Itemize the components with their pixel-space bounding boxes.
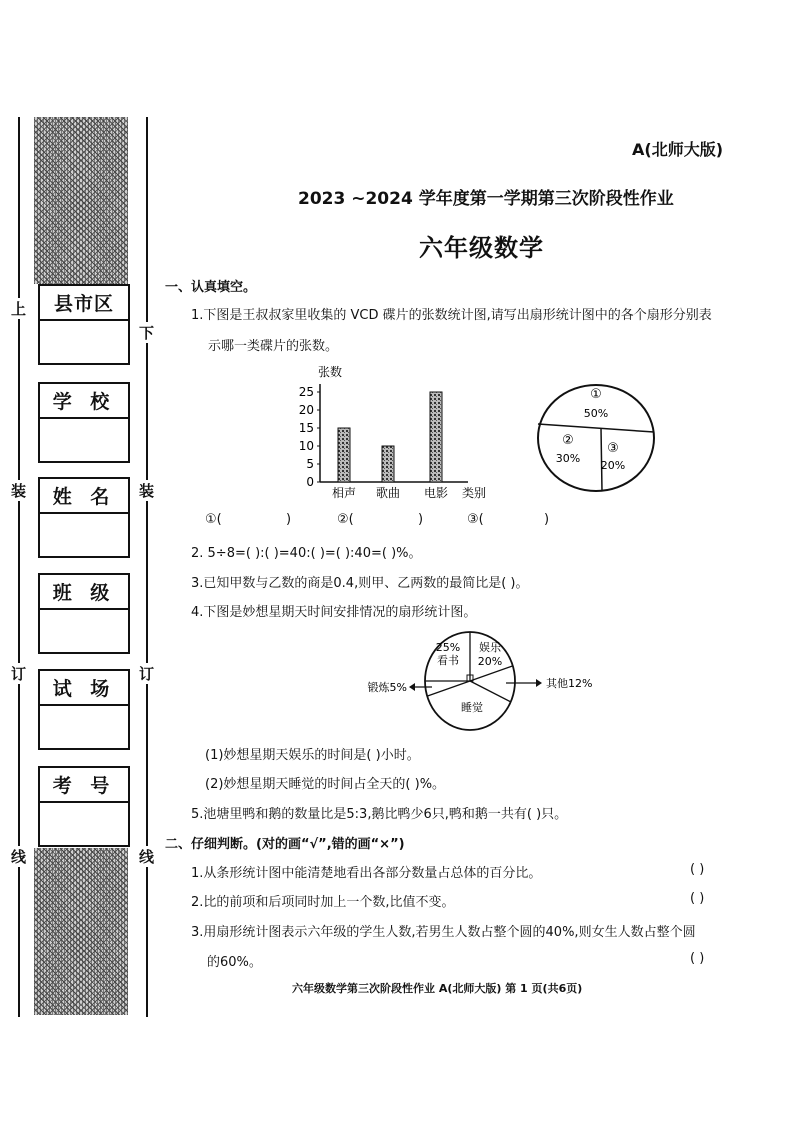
bar-chart-y-tick-label: 15 [298, 421, 314, 435]
section2-heading: 二、仔细判断。(对的画“√”,错的画“×”) [165, 837, 405, 852]
pie1-slice-label-3: ③ [607, 441, 619, 456]
side-char-top-right: 下 [139, 324, 155, 342]
q1-answer-2-open: ②( [337, 512, 354, 527]
q4-sub1: (1)妙想星期天娱乐的时间是( )小时。 [205, 748, 420, 763]
edition-label: A(北师大版) [632, 140, 724, 159]
judge-item-3: 3.用扇形统计图表示六年级的学生人数,若男生人数占整个圆的40%,则女生人数占整个圆 [191, 925, 696, 940]
field-exam-number[interactable] [38, 766, 130, 847]
bar-1 [338, 428, 350, 482]
pie1-slice-percent-1: 50% [583, 407, 609, 420]
field-county-label: 县市区 [40, 286, 128, 321]
pie2-label-reading: 看书 [437, 654, 459, 667]
judge-answer-1[interactable]: ( ) [690, 862, 705, 877]
q1-answer-2-blank[interactable] [357, 512, 413, 530]
field-county[interactable] [38, 284, 130, 365]
page-footer: 六年级数学第三次阶段性作业 A(北师大版) 第 1 页(共6页) [292, 982, 583, 995]
pie2-label-sleep: 睡觉 [461, 701, 483, 714]
pie1-slice-percent-3: 20% [600, 459, 626, 472]
q1-text-line1: 1.下图是王叔叔家里收集的 VCD 碟片的张数统计图,请写出扇形统计图中的各个扇形分别表 [191, 308, 712, 323]
margin-pattern-bottom [34, 848, 128, 1015]
bar-chart-ylabel: 张数 [318, 365, 343, 379]
field-name[interactable] [38, 477, 130, 558]
pie2-arrow-exercise-head [409, 683, 415, 691]
bar-chart-y-tick-label: 10 [298, 439, 314, 453]
side-char-xian-right: 线 [139, 848, 155, 866]
bar-chart [290, 362, 500, 502]
pie1-slice-label-1: ① [590, 387, 602, 402]
pie2-label-exercise: 锻炼5% [367, 681, 407, 694]
pie-chart-vcd [533, 382, 659, 494]
field-class[interactable] [38, 573, 130, 654]
pie2-label-entertainment: 娱乐 [479, 641, 501, 654]
field-school[interactable] [38, 382, 130, 463]
q1-answer-1-close: ) [286, 512, 292, 527]
q1-answer-1-blank[interactable] [225, 512, 281, 530]
pie1-slice-percent-2: 30% [555, 452, 581, 465]
pie-chart-time [360, 630, 600, 745]
field-school-label: 学 校 [40, 384, 128, 419]
q1-answer-3-close: ) [544, 512, 550, 527]
side-char-zhuang-left: 装 [11, 482, 27, 500]
field-exam-number-label: 考 号 [40, 768, 128, 803]
side-char-top-left: 上 [11, 300, 27, 318]
q1-answer-3-open: ③( [467, 512, 484, 527]
q4-text: 4.下图是妙想星期天时间安排情况的扇形统计图。 [191, 605, 477, 620]
judge-item-2: 2.比的前项和后项同时加上一个数,比值不变。 [191, 895, 455, 910]
margin-line-right [146, 117, 148, 1017]
bar-chart-category-label: 电影 [423, 486, 449, 500]
side-char-xian-left: 线 [11, 848, 27, 866]
bar-chart-y-tick-label: 25 [298, 385, 314, 399]
judge-item-3-cont: 的60%。 [207, 955, 262, 970]
q1-answer-3-blank[interactable] [487, 512, 539, 530]
q1-text-line2: 示哪一类碟片的张数。 [208, 339, 339, 354]
bar-2 [382, 446, 394, 482]
page-title: 六年级数学 [419, 234, 544, 262]
bar-chart-y-tick-label: 5 [306, 457, 314, 471]
bar-3 [430, 392, 442, 482]
field-name-label: 姓 名 [40, 479, 128, 514]
pie2-arrow-other-head [536, 679, 542, 687]
page-subtitle: 2023 ~2024 学年度第一学期第三次阶段性作业 [298, 189, 674, 209]
q1-answer-1-open: ①( [205, 512, 222, 527]
side-char-zhuang-right: 装 [139, 482, 155, 500]
q3-text: 3.已知甲数与乙数的商是0.4,则甲、乙两数的最简比是( )。 [191, 576, 529, 591]
bar-chart-category-label: 歌曲 [375, 486, 401, 500]
pie2-percent-entertainment: 20% [477, 655, 503, 668]
margin-pattern-top [34, 117, 128, 284]
pie2-percent-reading: 25% [435, 641, 461, 654]
field-exam-room[interactable] [38, 669, 130, 750]
pie2-label-other: 其他12% [546, 677, 593, 690]
bar-chart-y-tick-label: 20 [298, 403, 314, 417]
pie1-slice-label-2: ② [562, 433, 574, 448]
judge-item-1: 1.从条形统计图中能清楚地看出各部分数量占总体的百分比。 [191, 866, 542, 881]
bar-chart-xlabel: 类别 [461, 486, 487, 500]
field-class-label: 班 级 [40, 575, 128, 610]
section1-heading: 一、认真填空。 [165, 280, 257, 295]
judge-answer-2[interactable]: ( ) [690, 891, 705, 906]
q5-text: 5.池塘里鸭和鹅的数量比是5:3,鹅比鸭少6只,鸭和鹅一共有( )只。 [191, 807, 568, 822]
margin-line-left [18, 117, 20, 1017]
field-exam-room-label: 试 场 [40, 671, 128, 706]
q2-text: 2. 5÷8=( ):( )=40:( )=( ):40=( )%。 [191, 546, 422, 561]
bar-chart-category-label: 相声 [331, 486, 357, 500]
q4-sub2: (2)妙想星期天睡觉的时间占全天的( )%。 [205, 777, 446, 792]
q1-answer-2-close: ) [418, 512, 424, 527]
judge-answer-3[interactable]: ( ) [690, 951, 705, 966]
side-char-ding-right: 订 [139, 665, 155, 683]
side-char-ding-left: 订 [11, 665, 27, 683]
bar-chart-y-tick-label: 0 [306, 475, 314, 489]
